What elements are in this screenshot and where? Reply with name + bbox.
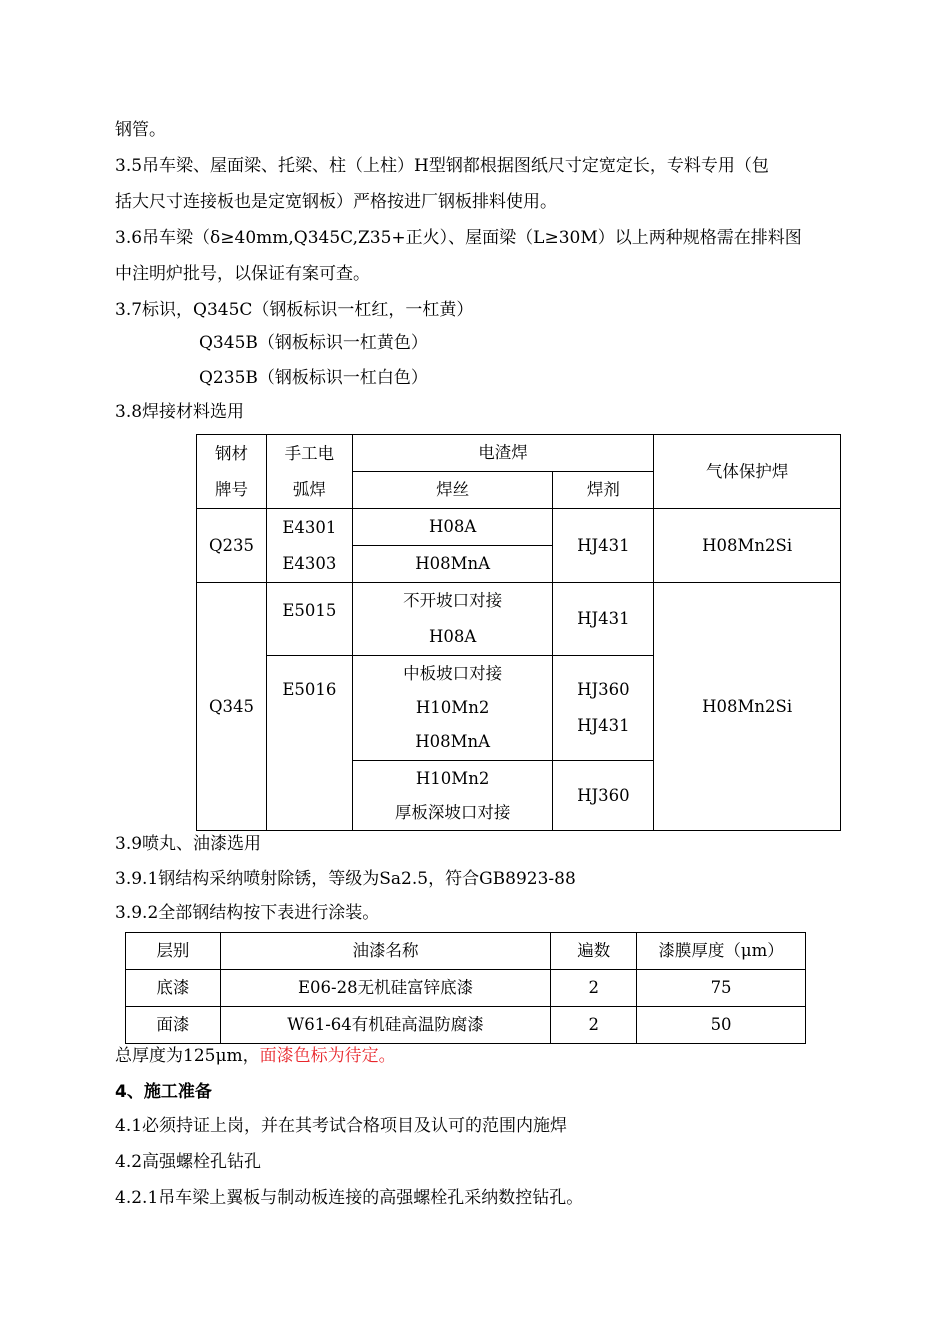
cell-layer: 面漆 <box>126 1007 221 1044</box>
text-line <box>115 1044 396 1068</box>
header-flux: 焊剂 <box>553 472 654 509</box>
cell-coats: 2 <box>551 970 637 1007</box>
cell-flux: HJ431 <box>553 509 654 583</box>
total-thickness: 总厚度为125μm， <box>115 1046 260 1066</box>
header-electroslag: 电渣焊 <box>352 435 654 472</box>
cell-grade: Q235 <box>197 509 267 583</box>
text-line: 3.6吊车梁（δ≥40mm,Q345C,Z35+正火）、屋面梁（L≥30M）以上两种规格需在排料图 <box>115 228 802 248</box>
section-heading: 3.9喷丸、油漆选用 <box>115 834 262 854</box>
cell-gas: H08Mn2Si <box>654 583 841 831</box>
cell-paint-name: W61-64有机硅高温防腐漆 <box>220 1007 551 1044</box>
text-line: 钢管。 <box>115 120 166 140</box>
text-line: 4.2高强螺栓孔钻孔 <box>115 1152 262 1172</box>
header-steel-grade: 钢材 牌号 <box>197 435 267 509</box>
text-line: Q345B（钢板标识一杠黄色） <box>199 333 428 353</box>
color-note: 面漆色标为待定。 <box>259 1046 396 1066</box>
header-layer: 层别 <box>126 933 221 970</box>
cell-flux: HJ431 <box>553 583 654 656</box>
header-wire: 焊丝 <box>352 472 553 509</box>
cell-flux: HJ360 HJ431 <box>553 656 654 761</box>
cell-manual: E4301 E4303 <box>266 509 352 583</box>
text-line: 4.1必须持证上岗，并在其考试合格项目及认可的范围内施焊 <box>115 1116 568 1136</box>
text-line: 括大尺寸连接板也是定宽钢板）严格按进厂钢板排料使用。 <box>115 192 557 212</box>
cell-wire: 不开坡口对接 H08A <box>352 583 553 656</box>
text-line: 中注明炉批号，以保证有案可查。 <box>115 264 370 284</box>
text-line: 3.9.2全部钢结构按下表进行涂装。 <box>115 903 380 923</box>
cell-wire: H08MnA <box>352 546 553 583</box>
header-gas-shielded: 气体保护焊 <box>654 435 841 509</box>
cell-manual: E5016 <box>266 656 352 831</box>
cell-paint-name: E06-28无机硅富锌底漆 <box>220 970 551 1007</box>
text-line: 3.5吊车梁、屋面梁、托梁、柱（上柱）H型钢都根据图纸尺寸定宽定长，专料专用（包 <box>115 156 769 176</box>
section-heading: 4、施工准备 <box>115 1082 212 1102</box>
header-manual-arc: 手工电 弧焊 <box>266 435 352 509</box>
text-line: Q235B（钢板标识一杠白色） <box>199 368 428 388</box>
cell-wire: H08A <box>352 509 553 546</box>
cell-manual: E5015 <box>266 583 352 656</box>
cell-coats: 2 <box>551 1007 637 1044</box>
cell-gas: H08Mn2Si <box>654 509 841 583</box>
text-line: 4.2.1吊车梁上翼板与制动板连接的高强螺栓孔采纳数控钻孔。 <box>115 1188 584 1208</box>
section-heading: 3.8焊接材料选用 <box>115 402 245 422</box>
cell-wire: H10Mn2 厚板深坡口对接 <box>352 761 553 831</box>
text-line: 3.9.1钢结构采纳喷射除锈，等级为Sa2.5，符合GB8923-88 <box>115 869 576 889</box>
painting-table <box>125 932 806 1044</box>
text-line: 3.7标识，Q345C（钢板标识一杠红，一杠黄） <box>115 300 474 320</box>
header-paint-name: 油漆名称 <box>220 933 551 970</box>
cell-film-thickness: 50 <box>637 1007 806 1044</box>
welding-materials-table <box>196 434 841 831</box>
cell-wire: 中板坡口对接 H10Mn2 H08MnA <box>352 656 553 761</box>
cell-film-thickness: 75 <box>637 970 806 1007</box>
header-film-thickness: 漆膜厚度（μm） <box>637 933 806 970</box>
header-coats: 遍数 <box>551 933 637 970</box>
cell-grade: Q345 <box>197 583 267 831</box>
cell-flux: HJ360 <box>553 761 654 831</box>
cell-layer: 底漆 <box>126 970 221 1007</box>
